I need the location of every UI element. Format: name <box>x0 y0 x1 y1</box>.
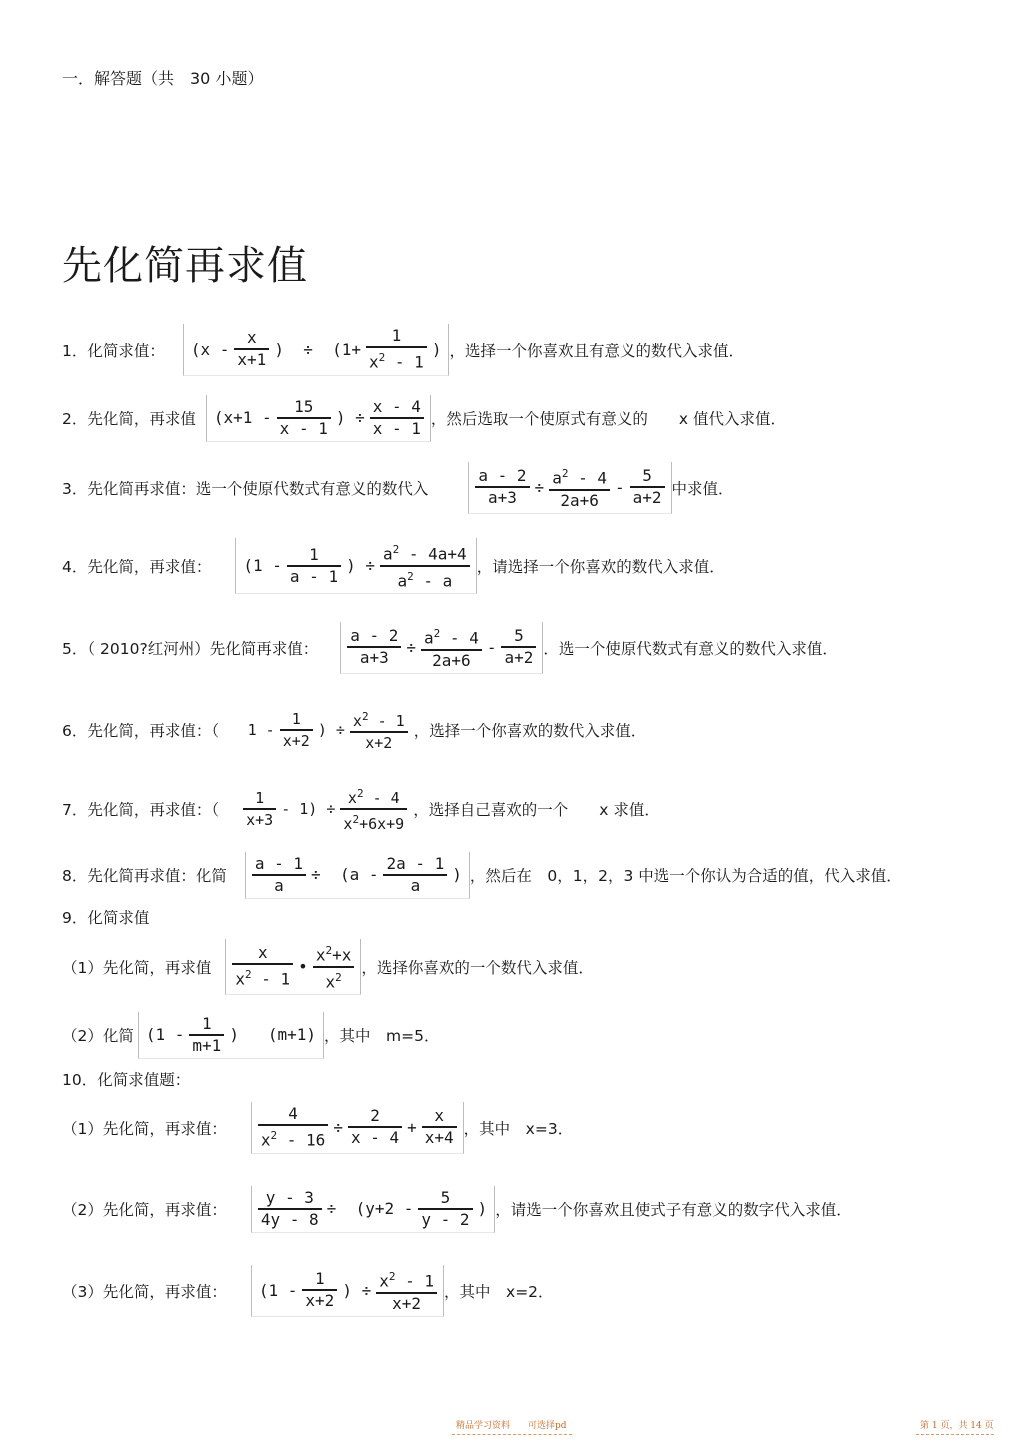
formula: $\frac{x}{x^2 - 1}$ • $\frac{x^2+x}{x^2}$ <box>225 939 361 995</box>
problem-text: ，选择你喜欢的一个数代入求值． <box>361 959 594 977</box>
problem-label: 5．（ 2010?红河州）先化简再求值： <box>62 640 319 658</box>
problem-10-2 <box>62 1182 852 1236</box>
problem-10-1 <box>62 1100 573 1156</box>
problem-label: （2）化简 <box>62 1027 134 1045</box>
formula: $\frac{4}{x^2 - 16}$ ÷ $\frac{2}{x - 4}$ + $\frac{x}{x+4}$ <box>251 1102 464 1153</box>
formula: $\frac{a - 2}{a+3}$ ÷ $\frac{a^2 - 4}{2a+6}$ - $\frac{5}{a+2}$ <box>340 622 543 673</box>
footer-divider <box>452 1434 572 1435</box>
problem-9-1 <box>62 938 594 996</box>
problem-text: ，请选一个你喜欢且使式子有意义的数字代入求值． <box>495 1201 852 1219</box>
problem-10-3 <box>62 1262 554 1320</box>
problem-label: 3．先化简再求值：选一个使原代数式有意义的数代入 <box>62 480 429 498</box>
problem-text: ，选择一个你喜欢的数代入求值． <box>413 722 647 740</box>
problem-text: ，其中 m=5． <box>324 1027 440 1045</box>
formula: (1 - $\frac{1}{m+1}$ ) (m+1) <box>138 1012 324 1059</box>
formula: (x - $\frac{x}{x+1}$ ) ÷ (1+ $\frac{1}{x^2 - 1}$ ) <box>183 324 450 375</box>
footer-divider <box>916 1434 994 1435</box>
problem-text: ，然后在 0，1，2，3 中选一个你认为合适的值，代入求值． <box>469 867 902 885</box>
problem-text: ，其中 x=3． <box>463 1120 574 1138</box>
problem-5 <box>62 620 838 676</box>
problem-9-2 <box>62 1012 439 1058</box>
page-title: 先化简再求值 <box>62 243 308 289</box>
problem-4 <box>62 536 725 596</box>
formula: $\frac{a - 1}{a}$ ÷ (a - $\frac{2a - 1}{a}$ ) <box>245 852 470 899</box>
problem-8 <box>62 850 902 900</box>
problem-label: （3）先化简，再求值： <box>62 1283 227 1301</box>
problem-label: 10．化简求值题： <box>62 1071 191 1089</box>
formula: 1 - $\frac{1}{x+2}$ ) ÷ $\frac{x^2 - 1}{x+2}$ <box>241 705 414 755</box>
problem-text: ，请选择一个你喜欢的数代入求值． <box>476 558 725 576</box>
problem-7 <box>62 780 660 838</box>
problem-label: 4．先化简，再求值： <box>62 558 212 576</box>
problem-9 <box>62 906 149 928</box>
problem-text: ，然后选取一个使原式有意义的 x 值代入求值． <box>430 410 787 428</box>
problem-2 <box>62 392 786 444</box>
problem-10 <box>62 1068 190 1090</box>
footer-right: 第 1 页，共 14 页 <box>920 1421 994 1431</box>
problem-text: ，选择自己喜欢的一个 x 求值． <box>413 801 660 819</box>
formula: (1 - $\frac{1}{x+2}$ ) ÷ $\frac{x^2 - 1}{x+2}$ <box>251 1265 444 1316</box>
problem-label: 7．先化简，再求值：（ <box>62 801 220 819</box>
problem-label: 8．先化简再求值：化简 <box>62 867 227 885</box>
problem-label: 6．先化简，再求值：（ <box>62 722 235 740</box>
problem-label: 2．先化简，再求值 <box>62 410 196 428</box>
problem-label: （1）先化简，再求值： <box>62 1120 227 1138</box>
formula: $\frac{y - 3}{4y - 8}$ ÷ (y+2 - $\frac{5}{y - 2}$ ) <box>251 1186 495 1233</box>
problem-6 <box>62 702 646 758</box>
problem-1 <box>62 322 744 378</box>
formula: (x+1 - $\frac{15}{x - 1}$ ) ÷ $\frac{x - 4}{x - 1}$ <box>206 395 431 442</box>
formula: (1 - $\frac{1}{a - 1}$ ) ÷ $\frac{a^2 - 4a+4}{a^2 - a}$ <box>235 538 476 594</box>
problem-text: ，其中 x=2． <box>444 1283 554 1301</box>
formula: $\frac{1}{x+3}$ - 1) ÷ $\frac{x^2 - 4}{x^2+6x+9}$ <box>237 782 413 836</box>
problem-label: （2）先化简，再求值： <box>62 1201 227 1219</box>
problem-3 <box>62 460 734 516</box>
problem-label: （1）先化简，再求值 <box>62 959 212 977</box>
problem-text: 中求值． <box>671 480 734 498</box>
problem-label: 9．化简求值 <box>62 909 150 927</box>
problem-text: ，选择一个你喜欢且有意义的数代入求值． <box>449 342 744 360</box>
footer-left: 精品学习资料 可选择pd <box>456 1421 567 1431</box>
problem-label: 1．化简求值： <box>62 342 165 360</box>
formula: $\frac{a - 2}{a+3}$ ÷ $\frac{a^2 - 4}{2a+6}$ - $\frac{5}{a+2}$ <box>468 462 671 513</box>
problem-text: ．选一个使原代数式有意义的数代入求值． <box>543 640 838 658</box>
section-header: 一．解答题（共 30 小题） <box>62 69 264 88</box>
